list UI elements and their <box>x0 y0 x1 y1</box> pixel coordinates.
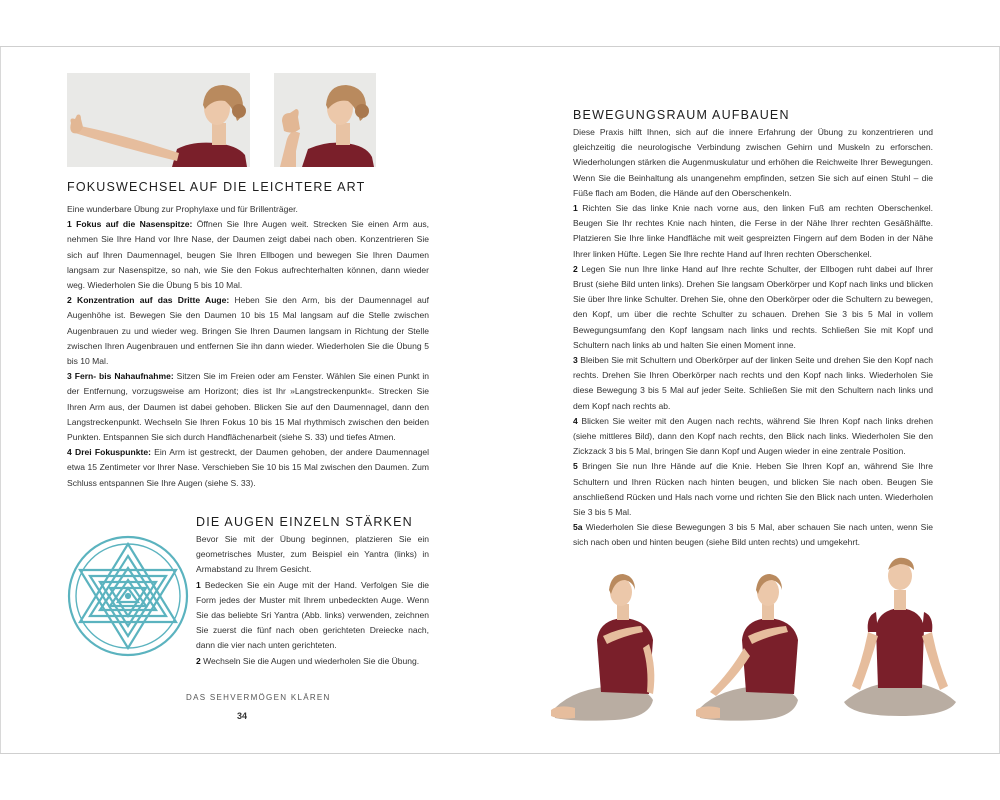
step-text: Ein Arm ist gestreckt, der Daumen gehoben, der andere Daumennagel etwa 15 Zentimeter vor Ihrer Nase. Verschieben Sie 10 bis 15 Mal zwischen den Daumen. Zum Schluss entspannen Sie Ihre Augen (siehe S. 33). <box>67 447 429 488</box>
section-title-augen-einzeln: DIE AUGEN EINZELN STÄRKEN <box>196 515 413 529</box>
photo-thumb-near-nose <box>274 73 376 167</box>
section-title-bewegungsraum: BEWEGUNGSRAUM AUFBAUEN <box>573 108 790 122</box>
step-number: 5a <box>573 522 583 533</box>
step-text: Bedecken Sie ein Auge mit der Hand. Verfolgen Sie die Form jedes der Muster mit Ihrem unbedeckten Auge. Wenn Sie das beliebte Sri Yantra (Abb. links) verwenden, zeichnen Sie zuerst die fünf nach oben gerichteten Dreiecke nach, dann die vier nach unten gerichteten. <box>196 579 429 651</box>
section-body-fokuswechsel <box>67 202 429 491</box>
step-number: 1 <box>196 579 201 590</box>
seated-figure-twist-left <box>545 568 665 728</box>
step-paragraph <box>573 262 933 353</box>
step-text: Blicken Sie weiter mit den Augen nach rechts, während Sie Ihren Kopf nach links drehen (siehe mittleres Bild), dann den Kopf nach rechts, den Blick nach links. Wiederholen Sie den Zickzack 3 bis 5 Mal, bringen Sie dann Kopf und Augen wieder in eine zentrale Position. <box>573 415 933 457</box>
step-text: Wechseln Sie die Augen und wiederholen Sie die Übung. <box>200 655 420 666</box>
step-number: 1 <box>67 219 72 230</box>
section-body-augen-einzeln <box>196 532 429 669</box>
step-number: 3 <box>573 355 578 366</box>
step-paragraph <box>573 353 933 414</box>
step-paragraph <box>196 578 429 654</box>
running-footer: DAS SEHVERMÖGEN KLÄREN <box>186 693 331 702</box>
step-text: Bleiben Sie mit Schultern und Oberkörper auf der linken Seite und drehen Sie den Kopf nach rechts. Drehen Sie Ihren Oberkörper nach rechts und den Kopf nach links. Wiederholen Sie diese Bewegung 3 bis 5 Mal auf jeder Seite. Schließen Sie mit den Schultern nach links und dem Kopf nach rechts ab. <box>573 355 933 411</box>
step-lead: Fern- bis Nahaufnahme: <box>74 371 174 382</box>
step-lead: Konzentration auf das Dritte Auge: <box>77 295 230 306</box>
step-number: 2 <box>573 263 578 274</box>
step-paragraph <box>67 217 429 293</box>
step-number: 4 <box>67 447 72 458</box>
step-text: Wiederholen Sie diese Bewegungen 3 bis 5 Mal, aber schauen Sie nach unten, wenn Sie sich nach oben und hinten beugen (siehe Bild unten rechts) und umgekehrt. <box>573 522 933 548</box>
intro-paragraph: Bevor Sie mit der Übung beginnen, platzieren Sie ein geometrisches Muster, zum Beispiel ein Yantra (links) in Armabstand zu Ihrem Gesicht. <box>196 534 429 575</box>
section-title-fokuswechsel: FOKUSWECHSEL AUF DIE LEICHTERE ART <box>67 180 366 194</box>
step-paragraph <box>573 201 933 262</box>
seated-figure-twist-middle <box>690 568 810 728</box>
intro-paragraph: Eine wunderbare Übung zur Prophylaxe und für Brillenträger. <box>67 204 298 214</box>
step-text: Sitzen Sie im Freien oder am Fenster. Wählen Sie einen Punkt in der Entfernung, vorzugsweise am Horizont; dies ist Ihr »Langstreckenpunkt«. Strecken Sie Ihren Arm aus, der Daumen ist dabei gehoben. Blicken Sie auf den Daumennagel, dann den Langstreckenpunkt. Wechseln Sie Ihren Fokus 10 bis 15 Mal rhythmisch zwischen den beiden Punkten. Entspannen Sie sich durch Handflächenarbeit (siehe S. 33) und tiefes Atmen. <box>67 371 429 443</box>
step-text: Bringen Sie nun Ihre Hände auf die Knie. Heben Sie Ihren Kopf an, während Sie Ihre Schultern und Ihren Rücken nach hinten beugen, und blicken Sie nach oben. Beugen Sie anschließend Rücken und Hals nach vorne und richten Sie den Blick nach unten. Wiederholen Sie 3 bis 5 Mal. <box>573 461 933 518</box>
step-number: 2 <box>196 655 201 666</box>
photo-arm-extended <box>67 73 250 167</box>
step-paragraph <box>67 293 429 369</box>
step-number: 1 <box>573 203 578 214</box>
step-number: 2 <box>67 295 72 306</box>
step-number: 5 <box>573 461 578 472</box>
step-text: Legen Sie nun Ihre linke Hand auf Ihre rechte Schulter, der Ellbogen ruht dabei auf Ihrer Brust (siehe Bild unten links). Drehen Sie langsam Oberkörper und Kopf nach links und blicken Sie über Ihre linke Schulter. Drehen Sie, ohne den Oberkörper oder die Schultern zu bewegen, den Kopf, um über die rechte Schulter zu schauen. Drehen Sie 3 bis 5 Mal in vollem Bewegungsumfang den Kopf langsam nach links und rechts. Schließen Sie mit Kopf und Schultern nach links ab und halten Sie einen Moment inne. <box>573 263 933 350</box>
page-number: 34 <box>237 711 248 721</box>
step-text: Öffnen Sie Ihre Augen weit. Strecken Sie einen Arm aus, nehmen Sie Ihre Hand vor Ihre Nase, der Daumen zeigt dabei nach oben. Konzentrieren Sie sich auf Ihren Daumennagel, beugen Sie Ihren Ellbogen und bewegen Sie Ihren Daumen langsam zur Nasenspitze, so nah, wie Sie den Fokus aufrechterhalten können, dann wieder weg. Wiederholen Sie die Übung 5 bis 10 Mal. <box>67 219 430 291</box>
step-paragraph <box>573 520 933 550</box>
step-paragraph <box>573 414 933 460</box>
intro-paragraph: Diese Praxis hilft Ihnen, sich auf die innere Erfahrung der Übung zu konzentrieren und gleichzeitig die neurologische Verbindung zwischen Gehirn und Muskeln zu erforschen. Wiederholungen stärken die Augenmuskulatur und erhöhen die Reichweite Ihrer Bewegungen. Wenn Sie die Beinhaltung als unangenehm empfinden, setzen Sie sich auf einen Stuhl – die Füße flach am Boden, die Hände auf den Oberschenkeln. <box>573 127 933 198</box>
step-lead: Drei Fokuspunkte: <box>75 447 151 458</box>
step-paragraph <box>573 459 933 520</box>
step-text: Heben Sie den Arm, bis der Daumennagel auf Augenhöhe ist. Bewegen Sie den Daumen 10 bis 15 Mal langsam auf die Stelle zwischen Augenbrauen zu und wieder weg. Bringen Sie Ihren Daumen langsam in Richtung der Stelle zwischen Ihren Augenbrauen und entfernen Sie ihn dann wieder. Wiederholen Sie die Übung 5 bis 10 Mal. <box>67 295 430 367</box>
step-paragraph <box>67 445 429 491</box>
section-body-bewegungsraum <box>573 125 933 551</box>
step-text: Richten Sie das linke Knie nach vorne aus, den linken Fuß am rechten Oberschenkel. Beugen Sie Ihr rechtes Knie nach hinten, die Ferse in der Nähe Ihrer rechten Gesäßhälfte. Platzieren Sie Ihre linke Handfläche mit weit gespreizten Fingern auf dem Boden in der Nähe Ihrer linken Hüfte. Legen Sie Ihre rechte Hand auf Ihren rechten Oberschenkel. <box>573 203 933 259</box>
step-number: 4 <box>573 415 578 426</box>
sri-yantra-graphic <box>66 534 190 658</box>
step-number: 3 <box>67 371 72 382</box>
seated-figure-looking-up <box>838 552 963 724</box>
step-paragraph <box>67 369 429 445</box>
step-paragraph <box>196 654 429 669</box>
step-lead: Fokus auf die Nasenspitze: <box>76 219 193 230</box>
